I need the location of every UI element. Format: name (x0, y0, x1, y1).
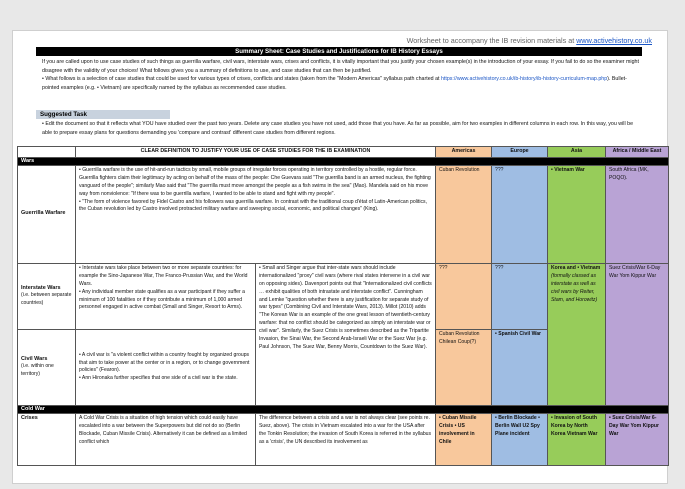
header-definition: CLEAR DEFINITION TO JUSTIFY YOUR USE OF CASE STUDIES FOR THE IB EXAMINATION (76, 147, 436, 158)
summary-para-2: • What follows is a selection of case studies that could be used for various types of crises, conflicts and states (taken from the "Modern Americas" syllabus path charted at https://www.activehistory.co.uk/ib-history/ib-history-curriculum-map.php). Bullet-pointed examples (e.g. • Vietnam) are specifically named by the syllabus as recommended case studies. (42, 76, 627, 91)
civil-europe: • Spanish Civil War (492, 329, 548, 405)
table-header-row (18, 147, 669, 158)
crises-definition: A Cold War Crisis is a situation of high tension which could easily have escalated into a war between the Superpowers but did not do so (Berlin Blockade, Cuban Missile Crisis). Alternatively it can be defined as a limited conflict which (76, 413, 256, 465)
crises-asia: • Invasion of South Korea by North Korea Vietnam War (548, 413, 606, 465)
interstate-americas: ??? (436, 263, 492, 329)
table-row-interstate (18, 263, 669, 329)
row-label-crises: Crises (18, 413, 76, 465)
curriculum-map-link[interactable]: https://www.activehistory.co.uk/ib-history/ib-history-curriculum-map.php (440, 76, 608, 83)
header-note-link[interactable]: www.activehistory.co.uk (576, 36, 652, 45)
shared-war-definition: • Small and Singer argue that inter-state wars should include internationalized "proxy" civil wars (where rival states intervene in a civil war on opposing sides). Davenport points out that "Internationalized civil conflicts … exhibit qualities of both intrastate and interstate conflict". Cunningham and Lemke "question whether there is any justification for separate study of war types" (Combining Civil and Interstate Wars, 2013). Millot (2010) adds "The Korean War is an example of the one great lesson of twentieth-century warfare: that no conflict should be categorized as simply an interstate war or civil war". Similarly, the Suez Crisis is sometimes described as the Tripartite Invasion, the Sinai War, the Second Arab-Israeli War or the Suez War (e.g. Paul Johnson, The Suez War, Benny Morris, Countdown to the Suez War). (256, 263, 436, 405)
header-blank (18, 147, 76, 158)
guerrilla-asia: • Vietnam War (548, 165, 606, 263)
task-title: Suggested Task (36, 110, 170, 119)
header-asia: Asia (548, 147, 606, 158)
section-cold-war: Cold War (18, 405, 669, 413)
header-africa: Africa / Middle East (606, 147, 669, 158)
header-note-text: Worksheet to accompany the IB revision materials at (406, 36, 577, 45)
header-americas: Americas (436, 147, 492, 158)
interstate-definition: • Interstate wars take place between two or more separate countries: for example the Sino-Japanese War, The Franco-Prussian War, and the World Wars. • Any individual member state qualifies as a war participant if they suffer a minimum of 100 fatalities or if they contribute a minimum of 1,000 armed personnel engaged in active combat (Small and Singer, Resort to Arms). (76, 263, 256, 329)
summary-para-1: If you are called upon to use case studies of such things as guerrilla warfare, civil wars, interstate wars, crises and conflicts, it is vitally important that you justify your chosen example(s) in the introduction of your essay. If you fail to do so the examiner might disagree with the validity of your choices! What follows gives you a summary of definitions to use, and case studies that can then be justified. (42, 59, 639, 74)
crises-americas: • Cuban Missile Crisis • US involvement in Chile (436, 413, 492, 465)
table-row-crises (18, 413, 669, 465)
crises-europe: • Berlin Blockade • Berlin Wall U2 Spy Plane incident (492, 413, 548, 465)
row-label-interstate: Interstate Wars (i.e. between separate countries) (18, 263, 76, 329)
interstate-europe: ??? (492, 263, 548, 329)
header-europe: Europe (492, 147, 548, 158)
header-note (12, 36, 652, 45)
guerrilla-definition: • Guerrilla warfare is the use of hit-and-run tactics by small, mobile groups of irregular forces operating in territory controlled by a hostile, regular force. Guerrilla fighters claim their legitimacy by acting on behalf of the mass of the people: Che Guevara said "The guerrilla band is an armed nucleus, the fighting vanguard of the people"; similarly Mao said that "The guerrilla must move amongst the people as a fish swims in the sea" (Mao). Mandela said on his move way from nonviolence: "If there was to be guerrilla warfare, I wanted to be able to stand and fight with my people". • "The form of violence favored by Fidel Castro and his followers was guerrilla warfare. In contrast with the traditional coup d'état of Latin-American politics, the Cuban revolution led by Castro involved protracted military warfare and sweeping social, economic, and political changes" (King). (76, 165, 436, 263)
task-text: • Edit the document so that it reflects what YOU have studied over the past two years. Delete any case studies you have not used, add those that you have. As far as possible, aim for two examples in different columns in each row. In this way, you will be able to prepare essay plans for questions demanding you 'compare and contrast' different case studies from different regions. (42, 121, 634, 136)
summary-title: Summary Sheet: Case Studies and Justifications for IB History Essays (36, 47, 642, 56)
civil-definition: • A civil war is "a violent conflict within a country fought by organized groups that aim to take power at the center or in a region, or to change government policies" (Fearon). • Ann Hironaka further specifies that one side of a civil war is the state. (76, 329, 256, 405)
crises-definition-b: The difference between a crisis and a war is not always clear (see points re. Suez, above). The crisis in Vietnam escalated into a war for the USA after the Tonkin Resolution; the invasion of South Korea is referred in the syllabus as a 'crisis', the UN described its involvement as (256, 413, 436, 465)
guerrilla-americas: Cuban Revolution (436, 165, 492, 263)
table-row-guerrilla (18, 165, 669, 263)
section-wars: Wars (18, 157, 669, 165)
guerrilla-europe: ??? (492, 165, 548, 263)
crises-africa: • Suez Crisis/War 6-Day War Yom Kippur War (606, 413, 669, 465)
interstate-asia: Korea and • Vietnam (formally classed as interstate as well as civil wars by Reiter, Stam, and Horowitz) (548, 263, 606, 405)
row-label-guerrilla: Guerrilla Warfare (18, 165, 76, 263)
interstate-africa: Suez Crisis/War 6-Day War Yom Kippur War (606, 263, 669, 405)
civil-americas: Cuban Revolution Chilean Coup(?) (436, 329, 492, 405)
case-study-table (17, 146, 669, 466)
guerrilla-africa: South Africa (MK, POQO). (606, 165, 669, 263)
summary-text (42, 58, 642, 92)
row-label-civil: Civil Wars (i.e. within one territory) (18, 329, 76, 405)
